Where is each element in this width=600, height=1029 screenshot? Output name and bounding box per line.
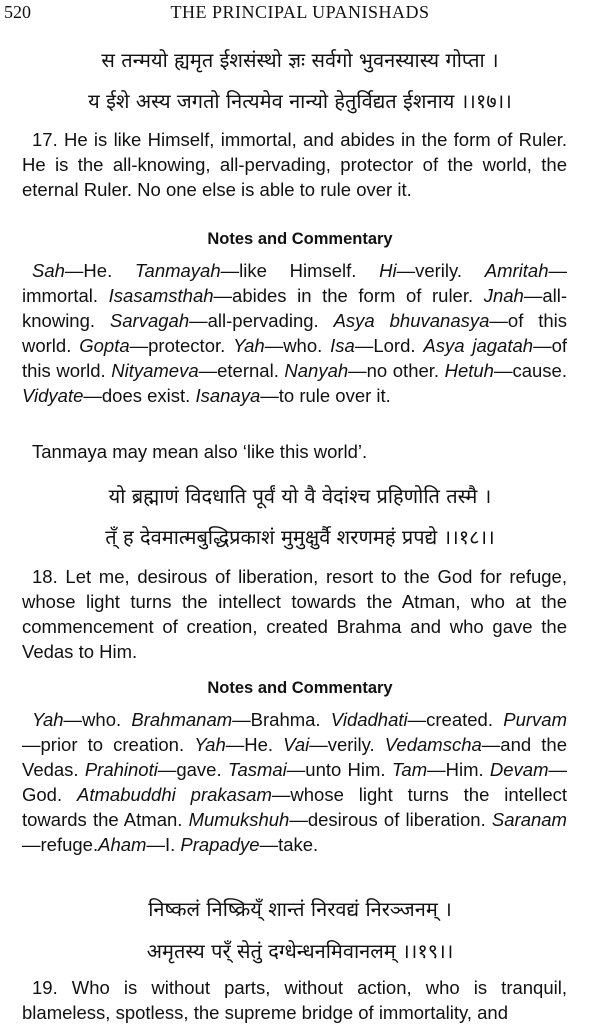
translation-18: 18. Let me, desirous of liberation, resort to the God for refuge, whose light turns the intellect towards the Atman, who at the commencement of creation, created Brahma and who gave the Vedas to Him. (22, 566, 567, 662)
notes-heading-1: Notes and Commentary (207, 230, 393, 248)
commentary-term: Prahinoti (84, 759, 158, 780)
commentary-gloss: —eternal. (198, 360, 285, 381)
commentary-term: Tam (391, 759, 428, 780)
commentary-gloss: —who. (264, 335, 331, 356)
commentary-term: Vedamscha (384, 734, 482, 755)
commentary-18 (22, 707, 567, 857)
commentary-term: Atmabuddhi prakasam (77, 784, 272, 805)
commentary-gloss: —abides in the form of ruler. (213, 285, 484, 306)
commentary-gloss: —Brahma. (232, 709, 331, 730)
commentary-gloss: —all-knowing. (22, 285, 567, 331)
commentary-gloss: —prior to creation. (22, 734, 195, 755)
verse-18-line-2: त्ँ ह देवमात्मबुद्धिप्रकाशं मुमुक्षुर्वै शरणमहं प्रपद्ये ।।१८।। (105, 525, 495, 549)
commentary-term: Tasmai (227, 759, 287, 780)
commentary-term: Purvam (503, 709, 567, 730)
commentary-gloss: —take. (259, 834, 319, 855)
commentary-gloss: —to rule over it. (260, 385, 391, 406)
commentary-gloss: —I. (146, 834, 181, 855)
commentary-gloss: —immortal. (22, 260, 567, 306)
commentary-term: Isa (330, 335, 355, 356)
commentary-term: Jnah (483, 285, 524, 306)
verse-18-line-1: यो ब्रह्माणं विदधाति पूर्वं यो वै वेदांश्च प्रहिणोति तस्मै । (108, 484, 492, 508)
commentary-gloss: —and the Vedas. (22, 734, 567, 780)
translation-19: 19. Who is without parts, without action, who is tranquil, blameless, spotless, the supreme bridge of immortality, and (22, 977, 567, 1023)
running-title: THE PRINCIPAL UPANISHADS (170, 2, 430, 22)
commentary-term: Yah (32, 709, 64, 730)
commentary-gloss: —desirous of liberation. (289, 809, 492, 830)
commentary-term: Nanyah (284, 360, 349, 381)
commentary-term: Isasamsthah (108, 285, 214, 306)
verse-19-line-2: अमृतस्य पर्ँ सेतुं दग्धेन्धनमिवानलम् ।।१९।। (146, 939, 454, 963)
commentary-gloss: —unto Him. (286, 759, 392, 780)
page-header (0, 0, 600, 22)
commentary-term: Vidadhati (330, 709, 408, 730)
commentary-term: Devam (489, 759, 549, 780)
commentary-gloss: —refuge. (22, 834, 99, 855)
extra-note: Tanmaya may mean also ‘like this world’. (32, 441, 368, 462)
commentary-term: Yah (194, 734, 226, 755)
verse-19-line-1: निष्कलं निष्क्रिय्ँ शान्तं निरवद्यं निरञ्जनम् । (148, 897, 452, 921)
commentary-gloss: —no other. (348, 360, 445, 381)
commentary-gloss: —created. (407, 709, 504, 730)
commentary-term: Isanaya (195, 385, 261, 406)
commentary-gloss: —of this world. (22, 310, 568, 356)
commentary-gloss: —cause. (493, 360, 567, 381)
commentary-term: Mumukshuh (188, 809, 290, 830)
commentary-term: Vidyate (22, 385, 84, 406)
commentary-gloss: —God. (22, 759, 567, 805)
commentary-term: Prapadye (180, 834, 260, 855)
commentary-term: Vai (283, 734, 310, 755)
notes-heading-2: Notes and Commentary (207, 679, 393, 697)
commentary-gloss: —of this world. (22, 335, 568, 381)
verse-17-line-1: स तन्मयो ह्यमृत ईशसंस्थो ज्ञः सर्वगो भुवनस्यास्य गोप्ता । (101, 48, 499, 72)
commentary-term: Tanmayah (134, 260, 221, 281)
commentary-term: Sarvagah (109, 310, 190, 331)
commentary-gloss: —Him. (427, 759, 490, 780)
commentary-gloss: —who. (63, 709, 132, 730)
commentary-term: Brahmanam (131, 709, 233, 730)
page-number: 520 (4, 2, 31, 22)
commentary-term: Gopta (79, 335, 130, 356)
commentary-gloss: —gave. (157, 759, 228, 780)
commentary-gloss: —all-pervading. (189, 310, 334, 331)
commentary-term: Hi (379, 260, 397, 281)
commentary-term: Yah (233, 335, 265, 356)
commentary-gloss: —Lord. (354, 335, 424, 356)
commentary-gloss: —does exist. (83, 385, 196, 406)
commentary-gloss: —verily. (309, 734, 385, 755)
commentary-term: Nityameva (111, 360, 199, 381)
commentary-gloss: —whose light turns the intellect towards the Atman. (22, 784, 567, 830)
commentary-term: Amritah (484, 260, 549, 281)
commentary-gloss: —He. (64, 260, 135, 281)
commentary-gloss: —protector. (129, 335, 234, 356)
commentary-gloss: —verily. (396, 260, 485, 281)
commentary-term: Asya bhuvanasya (333, 310, 490, 331)
commentary-gloss: —like Himself. (220, 260, 380, 281)
commentary-term: Asya jagatah (423, 335, 534, 356)
commentary-17 (22, 258, 567, 408)
commentary-term: Hetuh (444, 360, 494, 381)
commentary-term: Saranam (491, 809, 567, 830)
translation-17: 17. He is like Himself, immortal, and abides in the form of Ruler. He is the all-knowing, all-pervading, protector of the world, the eternal Ruler. No one else is able to rule over it. (22, 129, 567, 200)
verse-17-line-2: य ईशे अस्य जगतो नित्यमेव नान्यो हेतुर्विद्यत ईशनाय ।।१७।। (88, 89, 512, 113)
commentary-term: Sah (32, 260, 65, 281)
commentary-gloss: —He. (225, 734, 284, 755)
commentary-term: Aham (98, 834, 147, 855)
